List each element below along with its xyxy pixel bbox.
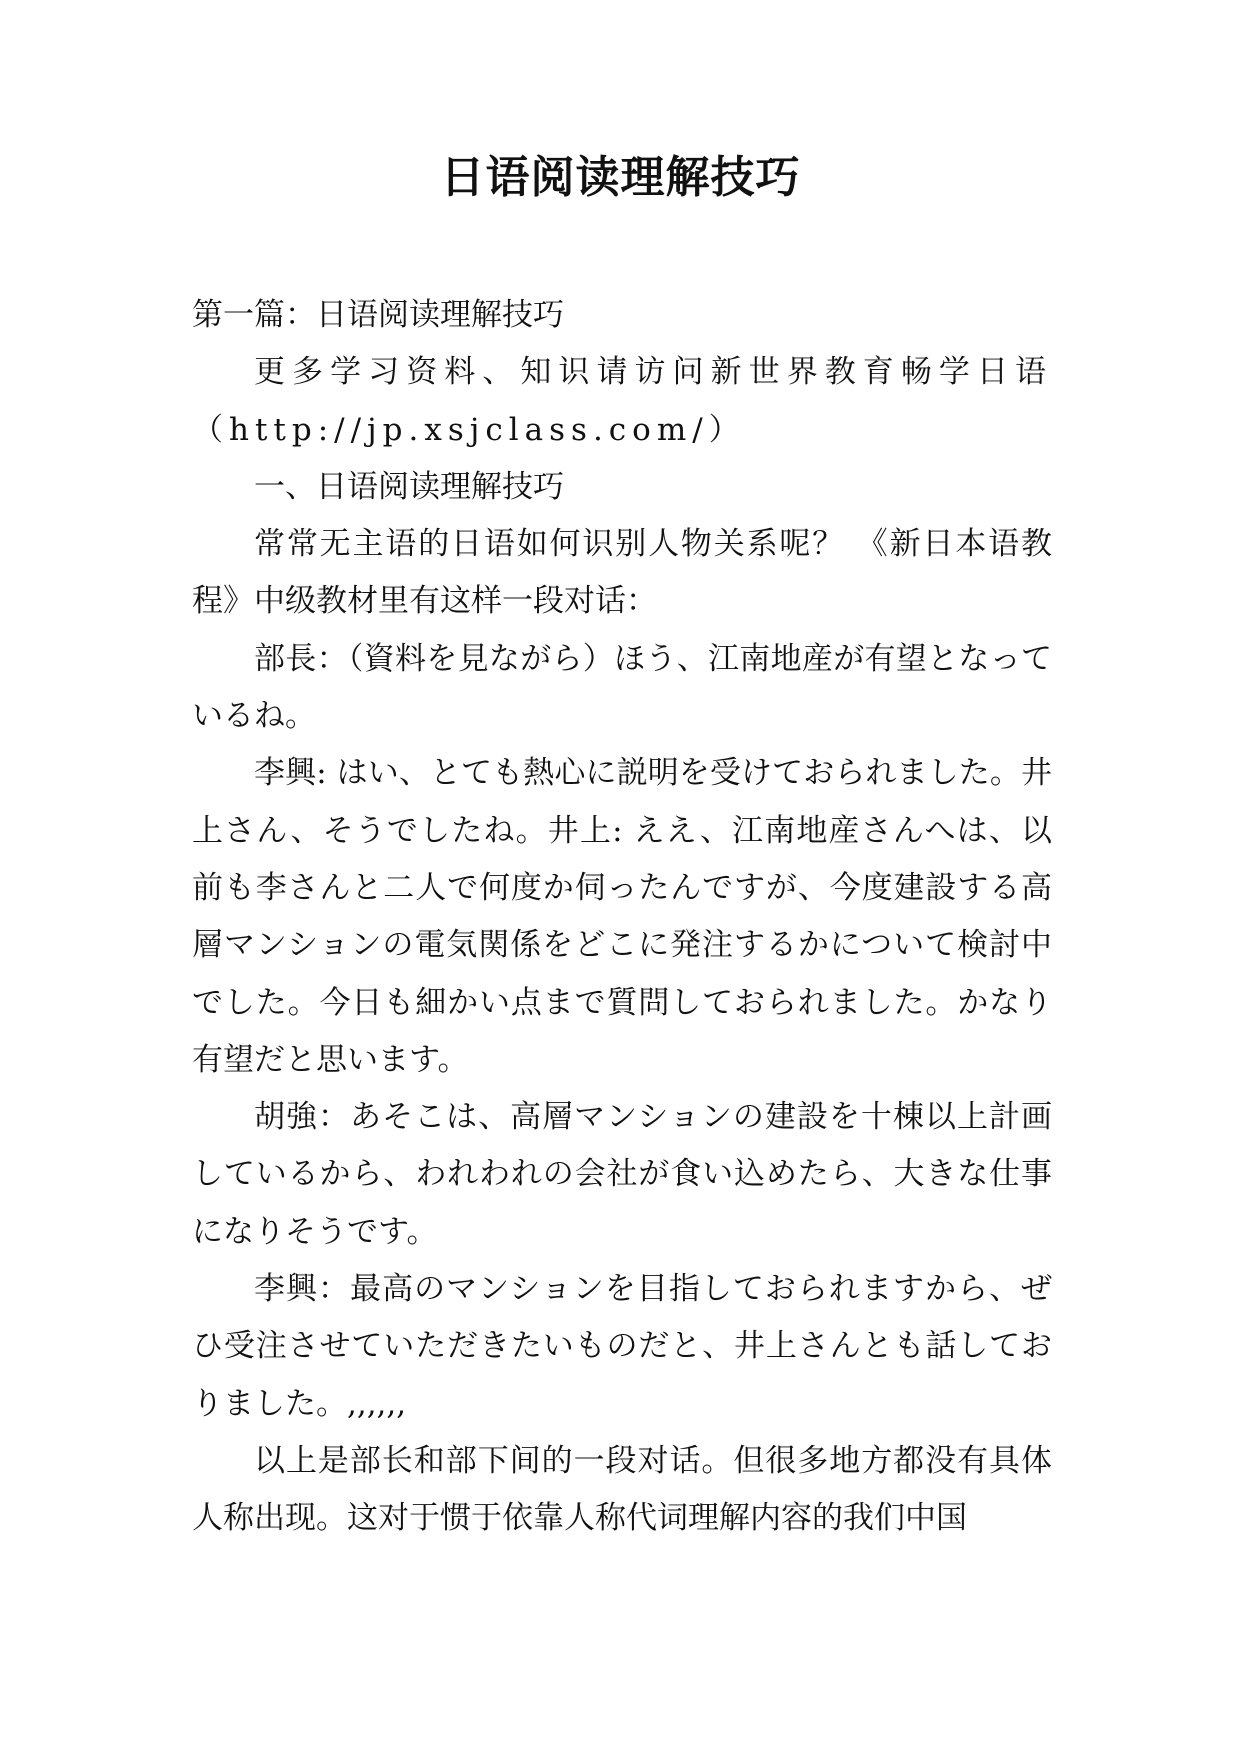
dialogue-line: 胡強：あそこは、高層マンションの建設を十棟以上計画しているから、われわれの会社が食い込めたら、大きな仕事になりそうです。: [192, 1099, 1052, 1250]
dialogue-line: 李興: はい、とても熱心に説明を受けておられました。井上さん、そうでしたね。井上: ええ、江南地産さんへは、以前も李さんと二人で何度か伺ったんですが、今度建設する高層マンションの電気関係をどこに発注するかについて検討中でした。今日も細かい点まで質問しておられました。かなり有望だと思います。: [192, 755, 1052, 1078]
paragraph-intro: 常常无主语的日语如何识别人物关系呢？ 《新日本语教程》中级教材里有这样一段对话：: [192, 526, 1052, 620]
dialogue-line: 李興：最高のマンションを目指しておられますから、ぜひ受注させていただきたいものだと、井上さんとも話しておりました。,,,,,,: [192, 1271, 1052, 1422]
document-body: [192, 287, 1052, 1548]
section-heading: 第一篇：日语阅读理解技巧: [192, 297, 564, 333]
paragraph-resource-link: 更多学习资料、知识请访问新世界教育畅学日语（http://jp.xsjclass.com/）: [192, 354, 1052, 448]
document-title: 日语阅读理解技巧: [440, 152, 801, 203]
subsection-heading: 一、日语阅读理解技巧: [254, 468, 564, 505]
paragraph-analysis: 以上是部长和部下间的一段对话。但很多地方都没有具体人称出现。这对于惯于依靠人称代词理解内容的我们中国: [192, 1442, 1052, 1537]
dialogue-line: 部長：（資料を見ながら）ほう、江南地産が有望となっているね。: [192, 640, 1052, 735]
